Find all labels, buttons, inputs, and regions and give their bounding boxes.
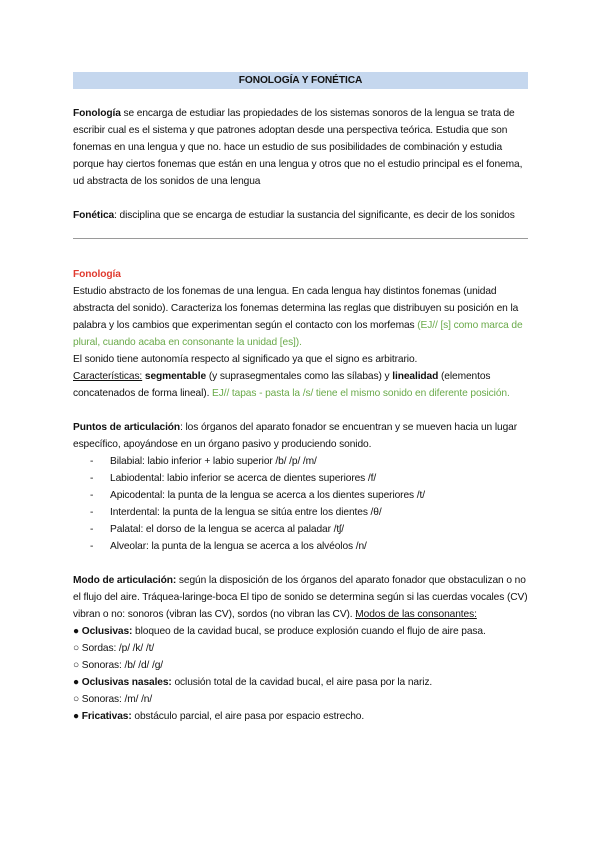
fricativas-text: obstáculo parcial, el aire pasa por espacio estrecho. — [131, 711, 365, 722]
modo-paragraph — [73, 572, 528, 623]
list-item: - Interdental: la punta de la lengua se sitúa entre los dientes /θ/ — [110, 504, 528, 521]
nasales-sonoras: ○ Sonoras: /m/ /n/ — [73, 694, 153, 705]
autonomy-paragraph: El sonido tiene autonomía respecto al significado ya que el signo es arbitrario. — [73, 354, 418, 365]
list-item: - Apicodental: la punta de la lengua se acerca a los dientes superiores /t/ — [110, 487, 528, 504]
plural-example: (EJ// [s] como marca de plural, cuando acaba en consonante la unidad [es]). — [73, 320, 523, 348]
puntos-label: Puntos de articulación — [73, 422, 181, 433]
fonologia-term: Fonología — [73, 108, 121, 119]
fonetica-term: Fonética — [73, 210, 115, 221]
articulation-points-list — [73, 453, 528, 555]
characteristics-label: Características: — [73, 371, 143, 382]
characteristics-middle: (y suprasegmentales como las sílabas) y — [206, 371, 393, 382]
oclusivas-line — [73, 623, 528, 640]
puntos-text: : los órganos del aparato fonador se encuentran y se mueven hacia un lugar específico, apoyándose en un órgano pasivo y produciendo sonido. — [73, 422, 517, 450]
list-item: - Palatal: el dorso de la lengua se acerca al paladar /tʃ/ — [110, 521, 528, 538]
fonologia-definition — [73, 105, 528, 190]
oclusivas-sordas: ○ Sordas: /p/ /k/ /t/ — [73, 643, 155, 654]
nasales-label: ● Oclusivas nasales: — [73, 677, 172, 688]
oclusivas-label: ● Oclusivas: — [73, 626, 133, 637]
tapas-example: EJ// tapas - pasta la /s/ tiene el mismo sonido en diferente posición. — [212, 388, 510, 399]
oclusivas-sonoras: ○ Sonoras: /b/ /d/ /g/ — [73, 660, 164, 671]
section-heading-fonologia: Fonología — [73, 269, 121, 280]
document-title: FONOLOGÍA Y FONÉTICA — [73, 72, 528, 89]
list-item: - Alveolar: la punta de la lengua se acerca a los alvéolos /n/ — [110, 538, 528, 555]
fonologia-paragraph — [73, 283, 528, 351]
characteristics-end: (elementos concatenados de forma lineal). — [73, 371, 491, 399]
fonologia-text: se encarga de estudiar las propiedades de los sistemas sonoros de la lengua se trata de escribir cual es el sistema y que patrones adoptan desde una perspectiva teórica. Estudia que son fonemas en una lengua y que no. hace un estudio de sus posibilidades de combinación y estudia porque hay ciertos fonemas que están en una lengua y otros que no el estudio principal es el fonema, ud abstracta de los sonidos de una lengua — [73, 108, 523, 187]
fonologia-paragraph-text: Estudio abstracto de los fonemas de una lengua. En cada lengua hay distintos fonemas (unidad abstracta del sonido). Caracteriza los fonemas determina las reglas que distribuyen su posición en la palabra y los cambios que experimentan según el contacto con los morfemas — [73, 286, 519, 331]
fricativas-line — [73, 708, 528, 725]
linealidad-term: linealidad — [392, 371, 439, 382]
modos-subheading: Modos de las consonantes: — [355, 609, 477, 620]
nasales-line — [73, 674, 528, 691]
puntos-paragraph — [73, 419, 528, 453]
document-content — [73, 72, 528, 725]
modo-text: según la disposición de los órganos del aparato fonador que obstaculizan o no el flujo del aire. Tráquea-laringe-boca El tipo de sonido se determina según si las cuerdas vocales (CV) vibran o no: sonoros (vibran las CV), sordos (no vibran las CV). — [73, 575, 528, 620]
fonetica-text: : disciplina que se encarga de estudiar la sustancia del significante, es decir de los sonidos — [114, 210, 515, 221]
list-item: - Labiodental: labio inferior se acerca de dientes superiores /f/ — [110, 470, 528, 487]
fricativas-label: ● Fricativas: — [73, 711, 132, 722]
nasales-text: oclusión total de la cavidad bucal, el aire pasa por la nariz. — [171, 677, 433, 688]
characteristics-paragraph — [73, 368, 528, 402]
modo-label: Modo de articulación: — [73, 575, 177, 586]
oclusivas-text: bloqueo de la cavidad bucal, se produce explosión cuando el flujo de aire pasa. — [132, 626, 486, 637]
list-item: - Bilabial: labio inferior + labio superior /b/ /p/ /m/ — [110, 453, 528, 470]
fonetica-definition — [73, 207, 528, 224]
segmentable-term: segmentable — [144, 371, 207, 382]
